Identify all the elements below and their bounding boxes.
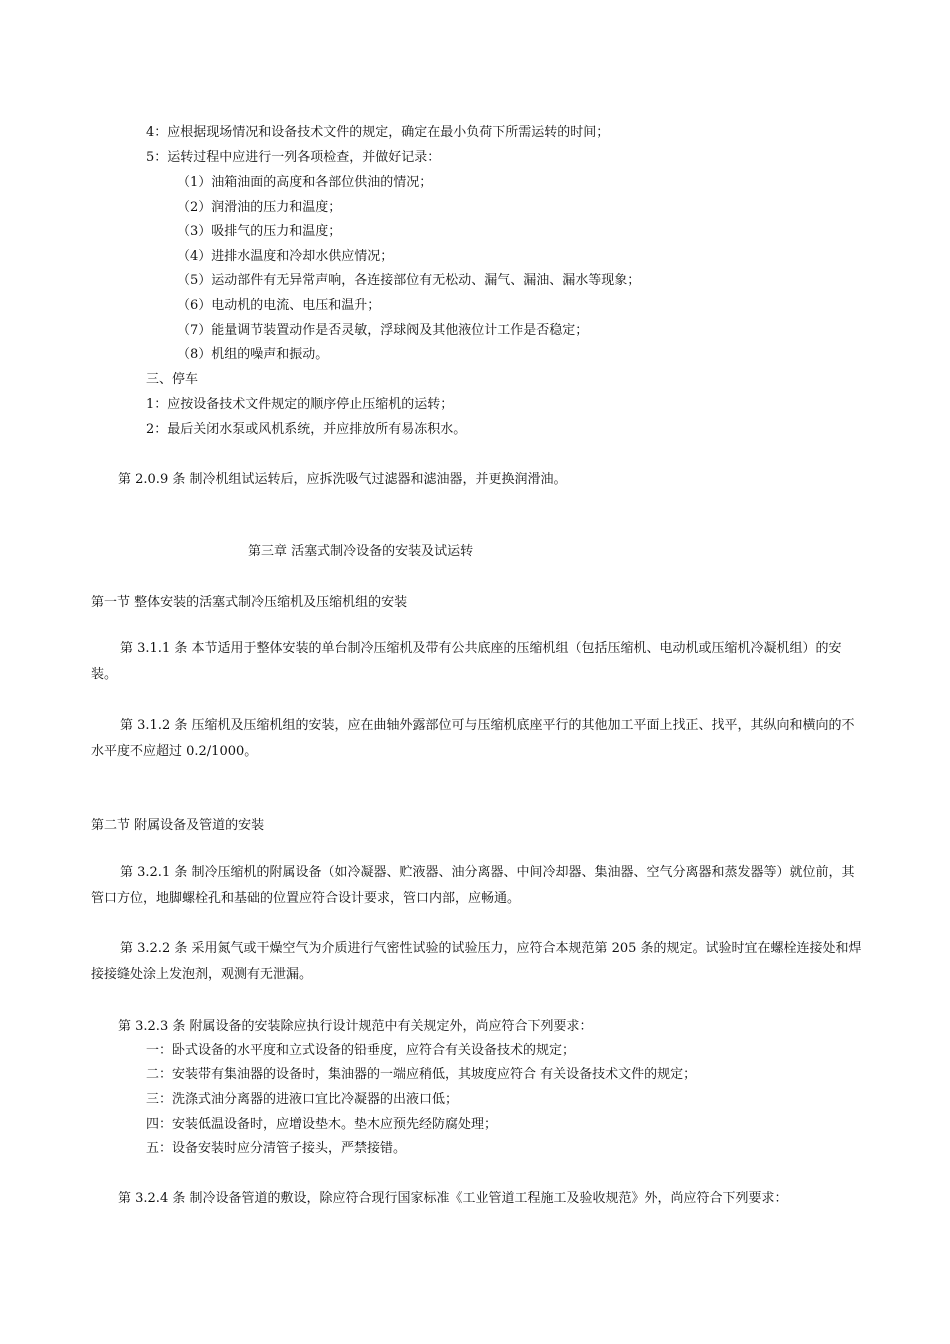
article-3-1-1: 第 3.1.1 条 本节适用于整体安装的单台制冷压缩机及带有公共底座的压缩机组（包括压缩机、电动机或压缩机冷凝机组）的安装。 xyxy=(91,641,842,682)
stop-heading: 三、停车 xyxy=(146,372,199,387)
article-3-1-2: 第 3.1.2 条 压缩机及压缩机组的安装，应在曲轴外露部位可与压缩机底座平行的其他加工平面上找正、找平，其纵向和横向的不水平度不应超过 0.2/1000。 xyxy=(91,718,855,759)
check-item-4: （4）进排水温度和冷却水供应情况； xyxy=(177,249,394,264)
check-item-8: （8）机组的噪声和振动。 xyxy=(177,347,329,362)
article-3-2-3: 第 3.2.3 条 附属设备的安装除应执行设计规范中有关规定外，尚应符合下列要求： xyxy=(118,1019,593,1034)
line-item-4: 4：应根据现场情况和设备技术文件的规定，确定在最小负荷下所需运转的时间； xyxy=(146,125,610,140)
check-item-1: （1）油箱油面的高度和各部位供油的情况； xyxy=(177,175,433,190)
line-item-5: 5：运转过程中应进行一列各项检查，并做好记录： xyxy=(146,150,441,165)
requirement-3: 三：洗涤式油分离器的进液口宜比冷凝器的出液口低； xyxy=(146,1092,459,1107)
requirement-4: 四：安装低温设备时，应增设垫木。垫木应预先经防腐处理； xyxy=(146,1117,498,1132)
check-item-2: （2）润滑油的压力和温度； xyxy=(177,200,342,215)
article-3-2-2: 第 3.2.2 条 采用氮气或干燥空气为介质进行气密性试验的试验压力，应符合本规范第 205 条的规定。试验时宜在螺栓连接处和焊接接缝处涂上发泡剂，观测有无泄漏。 xyxy=(91,941,862,982)
check-item-7: （7）能量调节装置动作是否灵敏，浮球阀及其他液位计工作是否稳定； xyxy=(177,323,589,338)
article-2-0-9: 第 2.0.9 条 制冷机组试运转后，应拆洗吸气过滤器和滤油器，并更换润滑油。 xyxy=(118,472,567,487)
section-1-title: 第一节 整体安装的活塞式制冷压缩机及压缩机组的安装 xyxy=(91,595,408,610)
stop-item-1: 1：应按设备技术文件规定的顺序停止压缩机的运转； xyxy=(146,397,454,412)
chapter-title: 第三章 活塞式制冷设备的安装及试运转 xyxy=(248,544,474,559)
requirement-5: 五：设备安装时应分清管子接头，严禁接错。 xyxy=(146,1141,407,1156)
article-3-2-4: 第 3.2.4 条 制冷设备管道的敷设，除应符合现行国家标准《工业管道工程施工及验收规范》外，尚应符合下列要求： xyxy=(118,1191,788,1206)
requirement-2: 二：安装带有集油器的设备时，集油器的一端应稍低，其坡度应符合 有关设备技术文件的规定； xyxy=(146,1067,697,1082)
section-2-title: 第二节 附属设备及管道的安装 xyxy=(91,818,265,833)
requirement-1: 一：卧式设备的水平度和立式设备的铅垂度，应符合有关设备技术的规定； xyxy=(146,1043,576,1058)
check-item-6: （6）电动机的电流、电压和温升； xyxy=(177,298,381,313)
check-item-5: （5）运动部件有无异常声响，各连接部位有无松动、漏气、漏油、漏水等现象； xyxy=(177,273,641,288)
check-item-3: （3）吸排气的压力和温度； xyxy=(177,224,342,239)
stop-item-2: 2：最后关闭水泵或风机系统，并应排放所有易冻积水。 xyxy=(146,422,467,437)
article-3-2-1: 第 3.2.1 条 制冷压缩机的附属设备（如冷凝器、贮液器、油分离器、中间冷却器、集油器、空气分离器和蒸发器等）就位前，其管口方位，地脚螺栓孔和基础的位置应符合设计要求，管口内部，应畅通。 xyxy=(91,865,855,906)
